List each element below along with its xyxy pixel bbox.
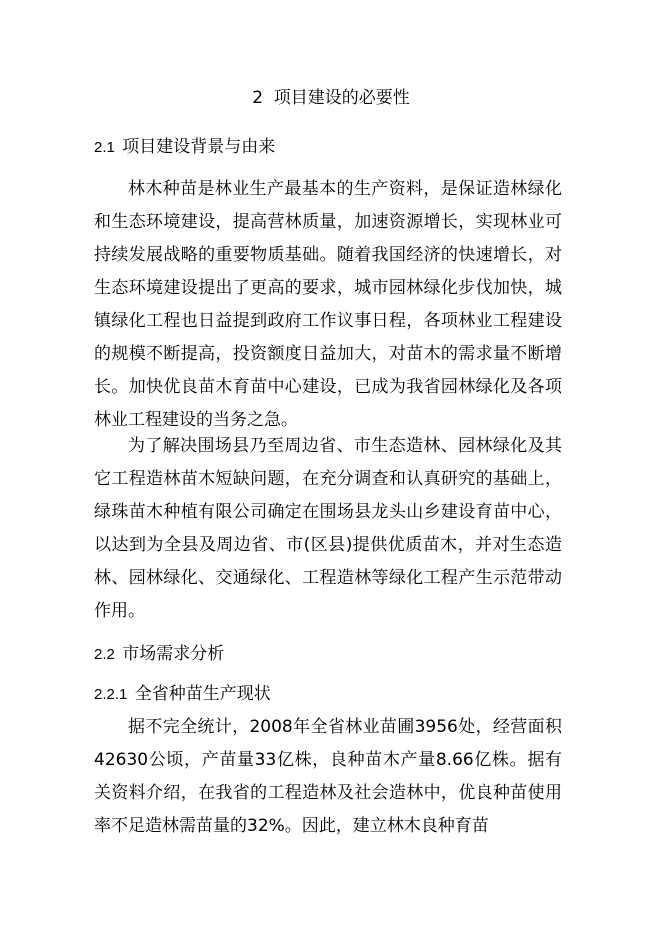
body-paragraph-2: 为了解决围场县乃至周边省、市生态造林、园林绿化及其它工程造林苗木短缺问题，在充分调查和认真研究的基础上，绿珠苗木种植有限公司确定在围场县龙头山乡建设育苗中心，以达到为全县及周边省、市(区县)提供优质苗木，并对生态造林、园林绿化、交通绿化、工程造林等绿化工程产生示范带动作用。 xyxy=(94,436,562,621)
chapter-title: 2 项目建设的必要性 xyxy=(252,88,410,108)
section-title: 市场需求分析 xyxy=(122,644,225,664)
section-heading-2-2 xyxy=(94,640,224,669)
section-number: 2.1 xyxy=(94,139,115,156)
section-title: 全省种苗生产现状 xyxy=(134,684,271,704)
section-number: 2.2.1 xyxy=(94,686,128,703)
section-title: 项目建设背景与由来 xyxy=(122,137,276,157)
body-paragraph-1: 林木种苗是林业生产最基本的生产资料，是保证造林绿化和生态环境建设，提高营林质量，加速资源增长，实现林业可持续发展战略的重要物质基础。随着我国经济的快速增长，对生态环境建设提出了更高的要求，城市园林绿化步伐加快，城镇绿化工程也日益提到政府工作议事日程，各项林业工程建设的规模不断提高，投资额度日益加大，对苗木的需求量不断增长。加快优良苗木育苗中心建设，已成为我省园林绿化及各项林业工程建设的当务之急。 xyxy=(94,179,562,430)
body-paragraph-3: 据不完全统计，2008年全省林业苗圃3956处，经营面积42630公顷，产苗量33亿株，良种苗木产量8.66亿株。据有关资料介绍，在我省的工程造林及社会造林中，优良种苗使用率不足造林需苗量的32%。因此，建立林木良种育苗 xyxy=(94,717,562,836)
section-heading-2-2-1 xyxy=(94,680,271,709)
section-number: 2.2 xyxy=(94,646,115,663)
section-heading-2-1 xyxy=(94,133,275,162)
